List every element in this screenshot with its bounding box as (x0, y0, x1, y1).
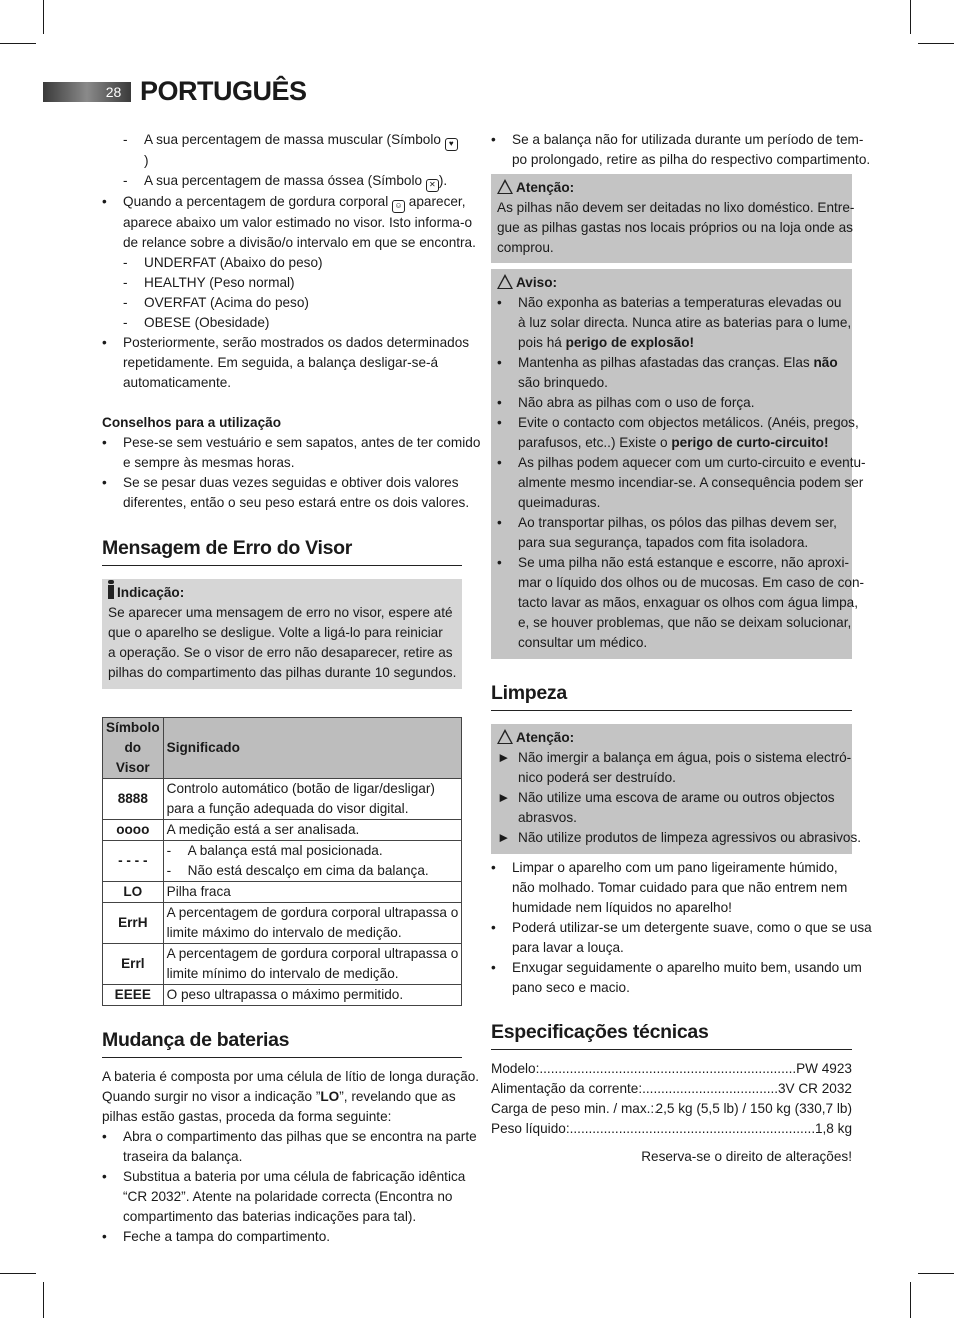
error-table (102, 717, 462, 1006)
list-item: • Mantenha as pilhas afastadas das cranças. Elas não são brinquedo. (497, 355, 838, 390)
fat-bullet-list (102, 192, 476, 253)
list-item: • Posteriormente, serão mostrados os dados determinados repetidamente. Em seguida, a balança desligar-se-á automaticamente. (102, 335, 470, 390)
list-item: • As pilhas podem aquecer com um curto-circuito e eventu- almente mesmo incendiar-se. A consequência podem ser queimaduras. (497, 455, 866, 510)
list-item: ► Não utilize produtos de limpeza agressivos ou abrasivos. (497, 828, 846, 848)
specs-section-title: Especificações técnicas (491, 1018, 852, 1050)
arrow-icon: ► (497, 790, 511, 805)
warning-triangle-icon (497, 179, 513, 194)
tips-title: Conselhos para a utilização (102, 415, 282, 430)
warning-triangle-icon (497, 274, 513, 289)
cleaning-steps-list (491, 858, 872, 998)
list-item: • Não abra as pilhas com o uso de força. (497, 395, 755, 410)
reserve-note: Reserva-se o direito de alterações! (641, 1149, 852, 1164)
list-item: • Se a balança não for utilizada durante um período de tem- po prolongado, retire as pilha do respectivo compartimento. (491, 132, 871, 167)
list-item: • Quando a percentagem de gordura corporal ☺ aparecer, aparece abaixo um valor estimado no visor. Isto informa-o de relance sobre a divisão/o intervalo em que se encontra. (102, 194, 476, 250)
crop-mark (918, 43, 954, 44)
crop-mark (910, 0, 911, 34)
crop-mark (0, 43, 36, 44)
list-item: ► Não utilize uma escova de arame ou outros objectos abrasvos. (497, 790, 835, 825)
table-row: EEEE O peso ultrapassa o máximo permitido. (103, 985, 462, 1006)
list-item: • Enxugar seguidamente o aparelho muito bem, usando um pano seco e macio. (491, 960, 862, 995)
fat-range-list (102, 253, 462, 333)
table-row: LO Pilha fraca (103, 882, 462, 903)
list-item: - OVERFAT (Acima do peso) (123, 295, 309, 310)
list-item: • Ao transportar pilhas, os pólos das pilhas devem ser, para sua segurança, tapados com fita isoladora. (497, 515, 837, 550)
after-bullet-list (102, 333, 470, 393)
page-number: 28 (105, 84, 122, 100)
crop-mark (910, 1282, 911, 1318)
battery-section-title: Mudança de baterias (102, 1026, 462, 1058)
warning-triangle-icon (497, 729, 513, 744)
error-section-title: Mensagem de Erro do Visor (102, 534, 462, 566)
spec-row: Modelo: ..... PW 4923 (491, 1059, 852, 1079)
spec-row: Alimentação da corrente: ..... 3V CR 2032 (491, 1079, 852, 1099)
attention-box-cleaning: Atenção: ► Não imergir a balança em água, pois o sistema electró- nico poderá ser destruído. ► Não utilize uma escova de arame ou outros objectos abrasvos. ► Não utilize produtos de limpeza agressivos ou abrasivos. (491, 724, 852, 854)
language-title: PORTUGUÊS (140, 76, 307, 106)
bone-symbol-icon: ✕ (426, 179, 439, 192)
table-row: ErrH A percentagem de gordura corporal ultrapassa o limite máximo do intervalo de medição. (103, 903, 462, 944)
list-item: - UNDERFAT (Abaixo do peso) (123, 255, 323, 270)
tips-list (102, 433, 481, 513)
specs-list (491, 1059, 852, 1139)
list-item: • Abra o compartimento das pilhas que se encontra na parte traseira da balança. (102, 1129, 477, 1164)
warning-box: Aviso: • Não exponha as baterias a temperaturas elevadas ou à luz solar directa. Nunca atire as baterias para o lume, pois há perigo de explosão! • Mantenha as pilhas afastadas das cranças. Elas não são brinquedo. • Não abra as pilhas com o uso de força. • Evite o contacto com objectos metálicos. (Anéis, pregos, parafusos, etc..) Existe o perigo de curto-circuito! • As pilhas podem aquecer com um curto-circuito e eventu- almente mesmo incendiar-se. A consequência podem ser queimaduras. • Ao transportar pilhas, os pólos das pilhas devem ser, para sua segurança, tapados com fita isoladora. • Se uma pilha não está estanque e escorre, não aproxi- mar o líquido dos olhos ou de mucosas. Em caso de con- tacto lavar as mãos, enxaguar os olhos com água limpa, e, se houver problemas, que não se deixam solucionar, consultar um médico. (491, 269, 852, 659)
table-header-row: Símbolo do Visor Significado (103, 718, 462, 779)
attention-box: Atenção: As pilhas não devem ser deitadas no lixo doméstico. Entre- gue as pilhas gastas nos locais próprios ou na loja onde as comprou. (491, 174, 852, 263)
list-item: • Limpar o aparelho com um pano ligeiramente húmido, não molhado. Tomar cuidado para que não entrem nem humidade nem líquidos no aparelho! (491, 860, 848, 915)
list-item: • Poderá utilizar-se um detergente suave, como o que se usa para lavar a louça. (491, 920, 872, 955)
battery-intro: A bateria é composta por uma célula de lítio de longa duração. Quando surgir no visor a indicação ”LO”, revelando que as pilhas estão gastas, proceda da forma seguinte: (102, 1069, 480, 1124)
indication-box: Indicação: Se aparecer uma mensagem de erro no visor, espere até que o aparelho se desligue. Volte a ligá-lo para reiniciar a operação. Se o visor de erro não desaparecer, retire as pilhas do compartimento das pilhas durante 10 segundos. (102, 579, 462, 689)
list-item: - HEALTHY (Peso normal) (123, 275, 295, 290)
battery-steps-list (102, 1127, 477, 1247)
list-item: ► Não imergir a balança em água, pois o sistema electró- nico poderá ser destruído. (497, 750, 852, 785)
info-icon (108, 585, 114, 599)
list-item: - A sua percentagem de massa muscular (Símbolo ♥) (102, 130, 462, 171)
spec-row: Carga de peso min. / max.: ..... 2,5 kg (5,5 lb) / 150 kg (330,7 lb) (491, 1099, 852, 1119)
arrow-icon: ► (497, 830, 511, 845)
list-item: • Substitua a bateria por uma célula de fabricação idêntica “CR 2032”. Atente na polaridade correcta (Encontra no compartimento das baterias indicações para tal). (102, 1169, 466, 1224)
body-fat-symbol-icon: ☺ (392, 200, 405, 213)
list-item: - A sua percentagem de massa óssea (Símbolo ✕ ). (102, 171, 462, 192)
storage-list (491, 130, 871, 170)
crop-mark (43, 1282, 44, 1318)
arrow-icon: ► (497, 750, 511, 765)
table-row: 8888 Controlo automático (botão de ligar/desligar) para a função adequada do visor digital. (103, 779, 462, 820)
spec-row: Peso líquido: ..... 1,8 kg (491, 1119, 852, 1139)
list-item: • Não exponha as baterias a temperaturas elevadas ou à luz solar directa. Nunca atire as baterias para o lume, pois há perigo de explosão! (497, 295, 852, 350)
list-item: • Pese-se sem vestuário e sem sapatos, antes de ter comido e sempre às mesmas horas. (102, 435, 481, 470)
intro-sub-list (102, 130, 462, 192)
list-item: • Feche a tampa do compartimento. (102, 1229, 331, 1244)
table-row: Errl A percentagem de gordura corporal ultrapassa o limite mínimo do intervalo de medição. (103, 944, 462, 985)
list-item: • Se uma pilha não está estanque e escorre, não aproxi- mar o líquido dos olhos ou de mucosas. Em caso de con- tacto lavar as mãos, enxaguar os olhos com água limpa, e, se houver problemas, que não se deixam solucionar, consultar um médico. (497, 555, 865, 650)
left-column (102, 130, 481, 1247)
muscle-symbol-icon: ♥ (445, 138, 458, 151)
list-item: • Se se pesar duas vezes seguidas e obtiver dois valores diferentes, então o seu peso estará entre os dois valores. (102, 475, 470, 510)
list-item: - OBESE (Obesidade) (123, 315, 270, 330)
table-row: oooo A medição está a ser analisada. (103, 820, 462, 841)
crop-mark (0, 1273, 36, 1274)
table-row: - - - - - A balança está mal posicionada. - Não está descalço em cima da balança. (103, 841, 462, 882)
crop-mark (918, 1273, 954, 1274)
cleaning-section-title: Limpeza (491, 679, 852, 711)
crop-mark (43, 0, 44, 34)
list-item: • Evite o contacto com objectos metálicos. (Anéis, pregos, parafusos, etc..) Existe o perigo de curto-circuito! (497, 415, 859, 450)
right-column (491, 130, 872, 1167)
